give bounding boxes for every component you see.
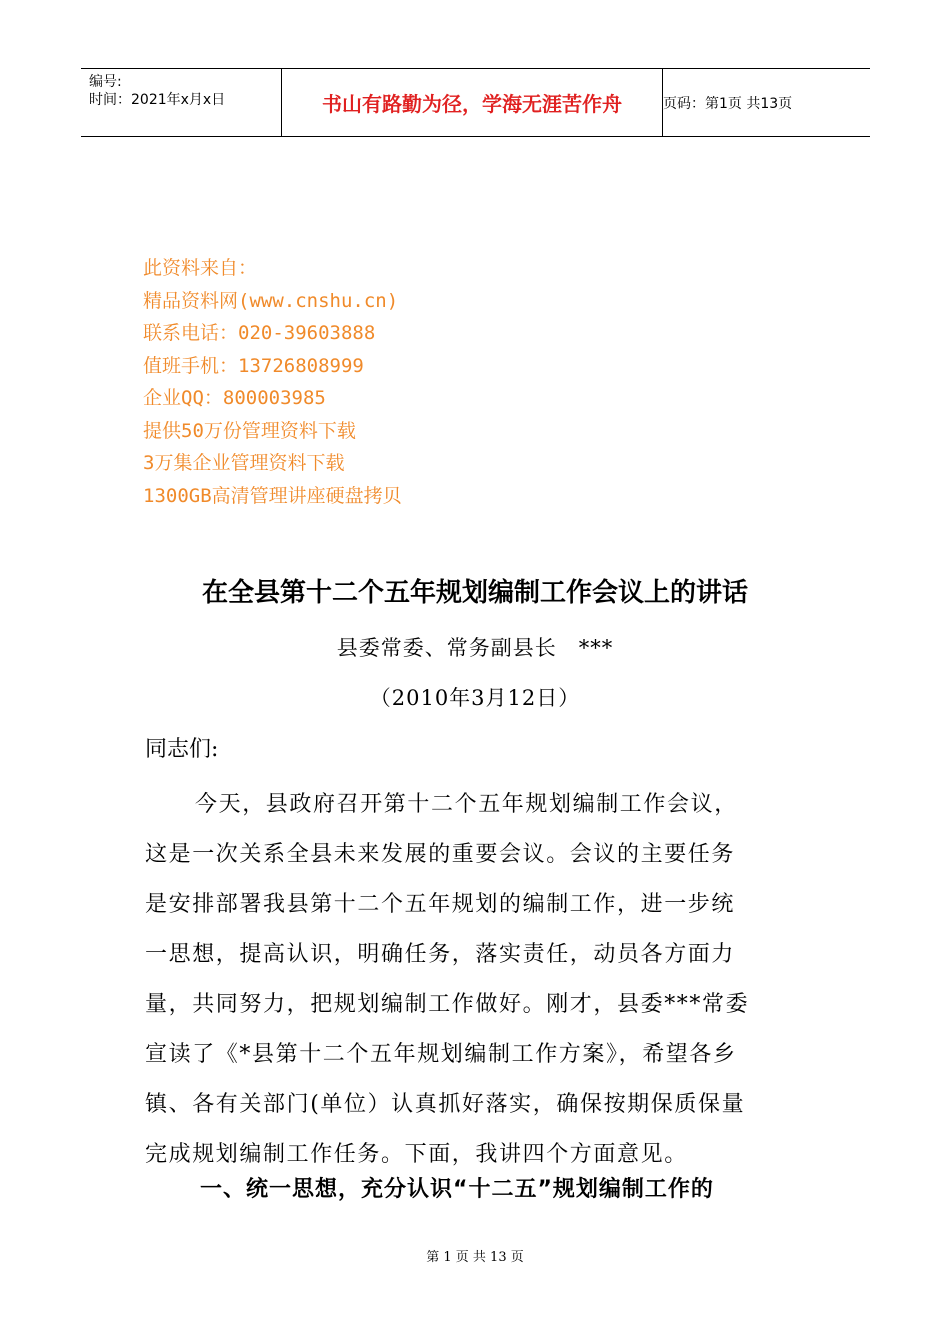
paragraph-line: 镇、各有关部门(单位）认真抓好落实，确保按期保质保量 [145,1092,746,1117]
paragraph-line: 量，共同努力，把规划编制工作做好。刚才，县委***常委 [145,992,750,1017]
document-date: （2010年3月12日） [369,686,581,710]
page-footer: 第 1 页 共 13 页 [426,1250,524,1265]
source-line: 1300GB高清管理讲座硬盘拷贝 [143,484,402,507]
paragraph-line: 一思想，提高认识，明确任务，落实责任，动员各方面力 [145,942,736,967]
section-heading: 一、统一思想，充分认识“十二五”规划编制工作的 [200,1177,714,1202]
paragraph-line: 完成规划编制工作任务。下面，我讲四个方面意见。 [145,1142,688,1167]
header-page-info: 页码：第1页 共13页 [663,95,793,112]
paragraph-line: 今天，县政府召开第十二个五年规划编制工作会议， [195,792,738,817]
number-label: 编号: [89,74,122,90]
paragraph-line: 这是一次关系全县未来发展的重要会议。会议的主要任务 [145,842,736,867]
source-line: 此资料来自： [143,257,258,279]
source-info-block [143,252,402,512]
source-line: 值班手机：13726808999 [143,354,364,377]
document-author: 县委常委、常务副县长 *** [336,636,614,660]
header-page-info-cell [663,69,870,136]
header-motto: 书山有路勤为径，学海无涯苦作舟 [282,69,663,136]
source-line: 企业QQ：800003985 [143,387,326,409]
time-label: 时间：2021年x月x日 [89,92,226,108]
source-line: 联系电话：020-39603888 [143,322,376,344]
page-header [81,68,870,137]
source-line: 3万集企业管理资料下载 [143,452,345,474]
paragraph-line: 宣读了《*县第十二个五年规划编制工作方案》，希望各乡 [145,1042,737,1067]
document-title: 在全县第十二个五年规划编制工作会议上的讲话 [201,578,748,608]
header-meta-cell [81,69,282,136]
greeting: 同志们: [145,737,219,762]
source-line: 精品资料网(www.cnshu.cn) [143,289,399,312]
source-line: 提供50万份管理资料下载 [143,419,356,442]
paragraph-line: 是安排部署我县第十二个五年规划的编制工作，进一步统 [145,892,736,917]
body-paragraph [145,780,807,1180]
